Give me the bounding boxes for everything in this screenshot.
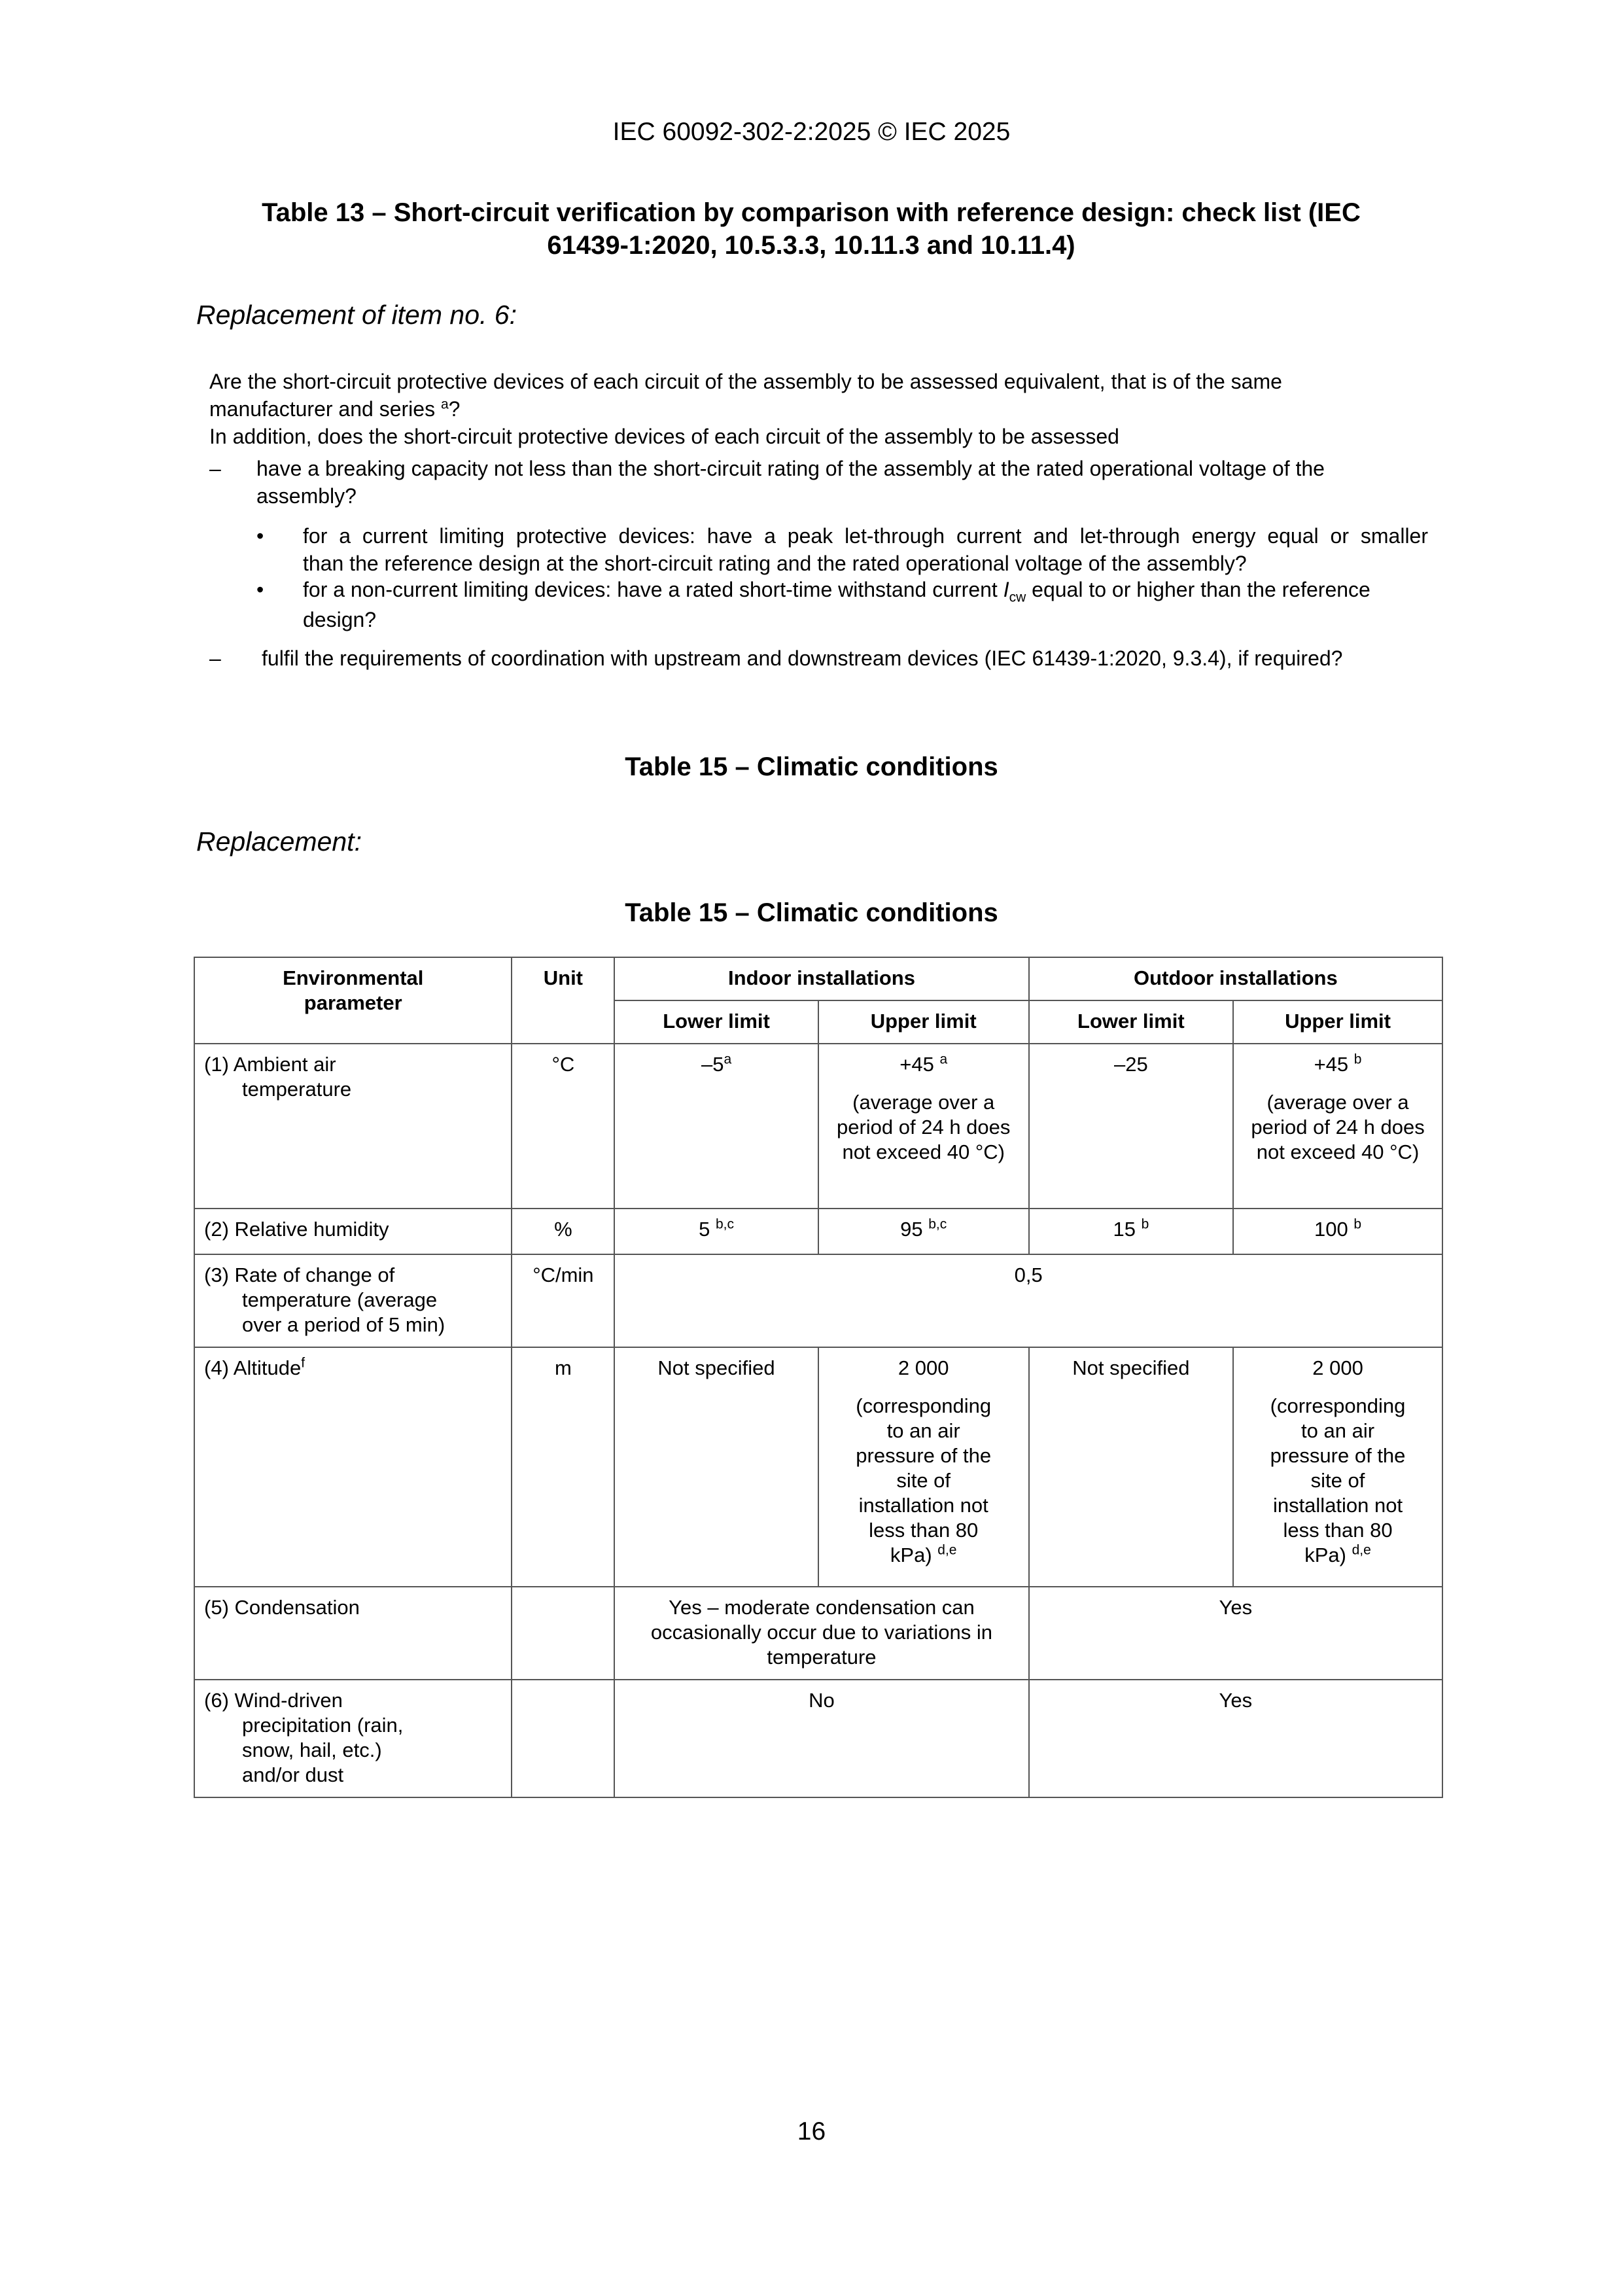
dash-marker-2: – bbox=[209, 646, 221, 670]
row2-indoor-lower bbox=[614, 1209, 818, 1254]
para1-line1: Are the short-circuit protective devices of each circuit of the assembly to be assessed equivalent, that is of the same bbox=[209, 370, 1282, 393]
row1-indoor-upper bbox=[818, 1044, 1029, 1209]
row3-unit: °C/min bbox=[512, 1254, 614, 1347]
header-outdoor: Outdoor installations bbox=[1029, 957, 1442, 1000]
row5-unit bbox=[512, 1587, 614, 1680]
row6-indoor: No bbox=[614, 1680, 1028, 1797]
row4-outdoor-upper bbox=[1233, 1347, 1442, 1587]
row6-param-line2: precipitation (rain, bbox=[242, 1714, 404, 1737]
row3-param-line2: temperature (average bbox=[242, 1288, 438, 1311]
row1-param bbox=[194, 1044, 512, 1209]
row2-outdoor-upper-value: 100 bbox=[1314, 1218, 1354, 1241]
row6-outdoor: Yes bbox=[1029, 1680, 1442, 1797]
table-row bbox=[194, 1347, 1442, 1587]
header-indoor-lower: Lower limit bbox=[614, 1000, 818, 1044]
table13-title-line2: 61439-1:2020, 10.5.3.3, 10.11.3 and 10.11.4) bbox=[547, 231, 1075, 260]
footnote-ref: a bbox=[724, 1051, 732, 1067]
page-number: 16 bbox=[797, 2117, 826, 2146]
footnote-ref: d,e bbox=[937, 1542, 957, 1558]
row3-param-line3: over a period of 5 min) bbox=[242, 1313, 445, 1336]
row2-outdoor-lower bbox=[1029, 1209, 1233, 1254]
page-header: IEC 60092-302-2:2025 © IEC 2025 bbox=[612, 118, 1011, 146]
header-indoor-upper: Upper limit bbox=[818, 1000, 1029, 1044]
row1-unit: °C bbox=[512, 1044, 614, 1209]
row4-indoor-lower: Not specified bbox=[614, 1347, 818, 1587]
row3-value: 0,5 bbox=[614, 1254, 1442, 1347]
row4-outdoor-upper-value: 2 000 bbox=[1312, 1356, 1363, 1379]
header-env-param: Environmental parameter bbox=[194, 957, 512, 1044]
symbol-subscript-cw: cw bbox=[1009, 590, 1026, 605]
bullet-marker-1: • bbox=[256, 524, 264, 548]
table15-caption: Table 15 – Climatic conditions bbox=[625, 898, 998, 927]
row6-param-line3: snow, hail, etc.) bbox=[242, 1739, 382, 1761]
table-row bbox=[194, 1587, 1442, 1680]
header-outdoor-upper: Upper limit bbox=[1233, 1000, 1442, 1044]
row4-indoor-upper-note-text: (corresponding to an air pressure of the site of installation not less than 80 kPa) bbox=[856, 1394, 992, 1566]
para1-text: manufacturer and series bbox=[209, 397, 441, 421]
para2: In addition, does the short-circuit protective devices of each circuit of the assembly to be assessed bbox=[209, 425, 1119, 448]
row1-param-line1: (1) Ambient air bbox=[204, 1053, 336, 1076]
replacement-item6-label: Replacement of item no. 6: bbox=[196, 300, 517, 330]
row2-unit: % bbox=[512, 1209, 614, 1254]
table-row bbox=[194, 1209, 1442, 1254]
row5-param: (5) Condensation bbox=[194, 1587, 512, 1680]
row2-indoor-lower-value: 5 bbox=[699, 1218, 716, 1241]
symbol-I: I bbox=[1003, 578, 1009, 601]
row4-outdoor-lower: Not specified bbox=[1029, 1347, 1233, 1587]
footnote-ref: b,c bbox=[928, 1216, 947, 1232]
footnote-ref-a: a bbox=[440, 397, 449, 412]
footnote-ref: b bbox=[1353, 1216, 1362, 1232]
check-item-1 bbox=[256, 455, 1440, 510]
table-header-row-1 bbox=[194, 957, 1442, 1000]
row4-indoor-upper-note bbox=[828, 1394, 1019, 1568]
row1-outdoor-upper-note: (average over a period of 24 h does not exceed 40 °C) bbox=[1251, 1091, 1425, 1163]
header-indoor: Indoor installations bbox=[614, 957, 1028, 1000]
check-item-2: fulfil the requirements of coordination with upstream and downstream devices (IEC 61439-1:2020, 9.3.4), if required? bbox=[262, 646, 1343, 670]
row1-outdoor-lower: –25 bbox=[1029, 1044, 1233, 1209]
row4-indoor-upper bbox=[818, 1347, 1029, 1587]
footnote-ref: b,c bbox=[715, 1216, 734, 1232]
table-row bbox=[194, 1044, 1442, 1209]
para1-question-mark: ? bbox=[448, 397, 461, 421]
sub-item-2-text-end: equal to or higher than the reference bbox=[1026, 578, 1370, 601]
sub-item-1-line1: for a current limiting protective devices: have a peak let-through current and let-through energy equal or smaller bbox=[303, 524, 1428, 548]
sub-item-2-line1 bbox=[303, 576, 1428, 603]
row6-unit bbox=[512, 1680, 614, 1797]
row1-indoor-upper-note: (average over a period of 24 h does not exceed 40 °C) bbox=[836, 1091, 1011, 1163]
row4-indoor-upper-value: 2 000 bbox=[898, 1356, 949, 1379]
header-outdoor-lower: Lower limit bbox=[1029, 1000, 1233, 1044]
row1-indoor-lower-value: –5 bbox=[701, 1053, 724, 1076]
row6-param-line1: (6) Wind-driven bbox=[204, 1689, 343, 1712]
bullet-marker-2: • bbox=[256, 578, 264, 601]
dash-marker-1: – bbox=[209, 457, 221, 480]
row1-outdoor-upper-value: +45 bbox=[1314, 1053, 1354, 1076]
table15-heading: Table 15 – Climatic conditions bbox=[625, 752, 998, 781]
table13-title-line1: Table 13 – Short-circuit verification by comparison with reference design: check list (IEC bbox=[262, 198, 1361, 227]
footnote-ref: d,e bbox=[1352, 1542, 1371, 1558]
footnote-ref: b bbox=[1353, 1051, 1362, 1067]
table-row bbox=[194, 1254, 1442, 1347]
replacement-label: Replacement: bbox=[196, 826, 362, 857]
row4-unit: m bbox=[512, 1347, 614, 1587]
row1-outdoor-upper bbox=[1233, 1044, 1442, 1209]
row4-outdoor-upper-note-text: (corresponding to an air pressure of the site of installation not less than 80 kPa) bbox=[1270, 1394, 1406, 1566]
footnote-ref: a bbox=[939, 1051, 948, 1067]
row4-param bbox=[194, 1347, 512, 1587]
row5-indoor: Yes – moderate condensation can occasionally occur due to variations in temperature bbox=[614, 1587, 1028, 1680]
row1-indoor-upper-value-line bbox=[828, 1052, 1019, 1077]
check-item-1-line1: have a breaking capacity not less than the short-circuit rating of the assembly at the rated operational voltage of the bbox=[256, 457, 1325, 480]
row1-indoor-upper-value: +45 bbox=[899, 1053, 940, 1076]
para1-line2 bbox=[209, 395, 1439, 423]
row4-outdoor-upper-note bbox=[1243, 1394, 1433, 1568]
row3-param bbox=[194, 1254, 512, 1347]
row1-param-line2: temperature bbox=[242, 1078, 352, 1101]
sub-item-2-text: for a non-current limiting devices: have a rated short-time withstand current bbox=[303, 578, 1003, 601]
table-row bbox=[194, 1680, 1442, 1797]
climatic-conditions-table bbox=[194, 957, 1443, 1798]
checklist-paragraph bbox=[209, 368, 1439, 450]
row2-param: (2) Relative humidity bbox=[194, 1209, 512, 1254]
row6-param bbox=[194, 1680, 512, 1797]
sub-item-current-limiting bbox=[303, 522, 1428, 577]
row2-indoor-upper bbox=[818, 1209, 1029, 1254]
row2-outdoor-upper bbox=[1233, 1209, 1442, 1254]
sub-item-1-line2: than the reference design at the short-circuit rating and the rated operational voltage of the assembly? bbox=[303, 552, 1247, 575]
footnote-ref: b bbox=[1141, 1216, 1149, 1232]
row6-param-line4: and/or dust bbox=[242, 1763, 344, 1786]
table13-title bbox=[196, 196, 1426, 262]
row5-outdoor: Yes bbox=[1029, 1587, 1442, 1680]
row3-param-line1: (3) Rate of change of bbox=[204, 1263, 395, 1286]
row2-indoor-upper-value: 95 bbox=[900, 1218, 929, 1241]
sub-item-non-current-limiting bbox=[303, 576, 1428, 633]
footnote-ref: f bbox=[301, 1355, 305, 1371]
check-item-1-line2: assembly? bbox=[256, 484, 357, 508]
row4-param-text: (4) Altitude bbox=[204, 1356, 302, 1379]
row1-indoor-lower bbox=[614, 1044, 818, 1209]
header-unit: Unit bbox=[512, 957, 614, 1044]
row1-outdoor-upper-value-line bbox=[1243, 1052, 1433, 1077]
row2-outdoor-lower-value: 15 bbox=[1113, 1218, 1142, 1241]
sub-item-2-line2: design? bbox=[303, 608, 377, 631]
